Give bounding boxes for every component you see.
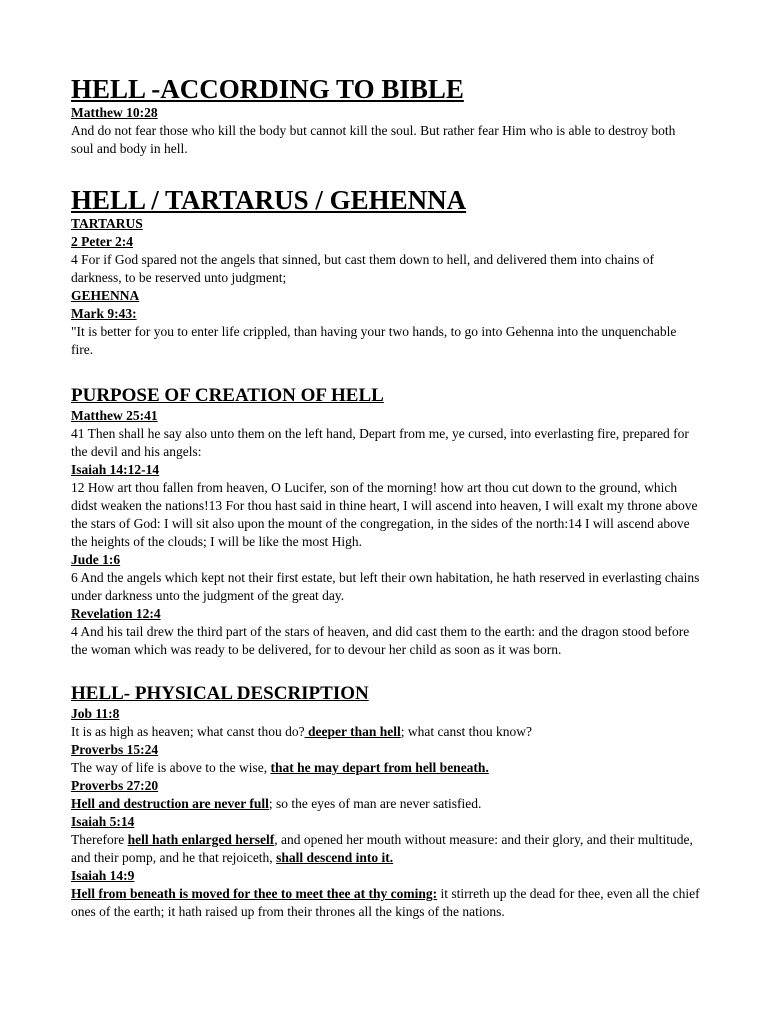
verse-text: And do not fear those who kill the body but cannot kill the soul. But rather fear Him who is able to destroy both soul and body in hell. [71,123,676,156]
verse-text [71,759,701,777]
verse-text-part: It is as high as heaven; what canst thou do? [71,724,305,739]
verse-reference: Revelation 12:4 [71,606,161,621]
verse-text-part: ; so the eyes of man are never satisfied. [268,796,482,811]
verse-text-part: , and opened her mouth without measure: and their glory, and their multitude, and their pomp, and he that rejoiceth, [71,832,693,865]
verse-text: 4 For if God spared not the angels that sinned, but cast them down to hell, and delivered them into chains of darkness, to be reserved unto judgment; [71,252,654,285]
verse-text [71,885,701,921]
verse-emphasis: hell hath enlarged herself [127,832,275,847]
verse-reference: 2 Peter 2:4 [71,234,133,249]
verse-emphasis: that he may depart from hell beneath. [270,760,489,775]
verse-emphasis: Hell from beneath is moved for thee to meet thee at thy coming: [71,886,438,901]
verse-text-part: Therefore [71,832,128,847]
verse-reference: Jude 1:6 [71,552,121,567]
subheading-tartarus: TARTARUS [71,216,143,231]
verse-text-part: The way of life is above to the wise, [71,760,271,775]
verse-reference: Isaiah 14:12-14 [71,462,160,477]
verse-reference: Isaiah 5:14 [71,814,135,829]
section-tartarus-gehenna [71,185,701,359]
section-physical-description [71,683,701,921]
verse-text-part: it stirreth up the dead for thee, even all the chief ones of the earth; it hath raised up from their thrones all the kings of the nations. [71,886,700,919]
section-purpose-of-creation [71,385,701,659]
verse-text [71,723,701,741]
section-according-to-bible [71,74,701,158]
verse-reference: Mark 9:43: [71,306,137,321]
verse-emphasis: Hell and destruction are never full [71,796,269,811]
verse-reference: Proverbs 15:24 [71,742,159,757]
section-title: HELL / TARTARUS / GEHENNA [71,185,467,215]
verse-text: "It is better for you to enter life crippled, than having your two hands, to go into Gehenna into the unquenchable fire. [71,324,677,357]
verse-text: 4 And his tail drew the third part of the stars of heaven, and did cast them to the earth: and the dragon stood before the woman which was ready to be delivered, for to devour her child as soon as it was born. [71,624,690,657]
verse-reference: Isaiah 14:9 [71,868,135,883]
subheading-gehenna: GEHENNA [71,288,140,303]
section-title: HELL -ACCORDING TO BIBLE [71,74,464,104]
verse-text [71,831,701,867]
document-page [71,74,701,921]
verse-reference: Proverbs 27:20 [71,778,159,793]
verse-text: 12 How art thou fallen from heaven, O Lucifer, son of the morning! how art thou cut down to the ground, which didst weaken the nations!13 For thou hast said in thine heart, I will ascend into heaven, I will exalt my throne above the stars of God: I will sit also upon the mount of the congregation, in the sides of the north:14 I will ascend above the heights of the clouds; I will be like the most High. [71,480,698,549]
verse-reference: Matthew 25:41 [71,408,158,423]
verse-reference: Job 11:8 [71,706,120,721]
section-title: HELL- PHYSICAL DESCRIPTION [71,683,369,704]
verse-text: 41 Then shall he say also unto them on the left hand, Depart from me, ye cursed, into everlasting fire, prepared for the devil and his angels: [71,426,689,459]
verse-text [71,795,701,813]
verse-text: 6 And the angels which kept not their first estate, but left their own habitation, he hath reserved in everlasting chains under darkness unto the judgment of the great day. [71,570,700,603]
verse-text-part: ; what canst thou know? [400,724,532,739]
section-title: PURPOSE OF CREATION OF HELL [71,385,384,406]
verse-reference: Matthew 10:28 [71,105,158,120]
verse-emphasis: shall descend into it. [276,850,394,865]
verse-emphasis: deeper than hell [304,724,401,739]
